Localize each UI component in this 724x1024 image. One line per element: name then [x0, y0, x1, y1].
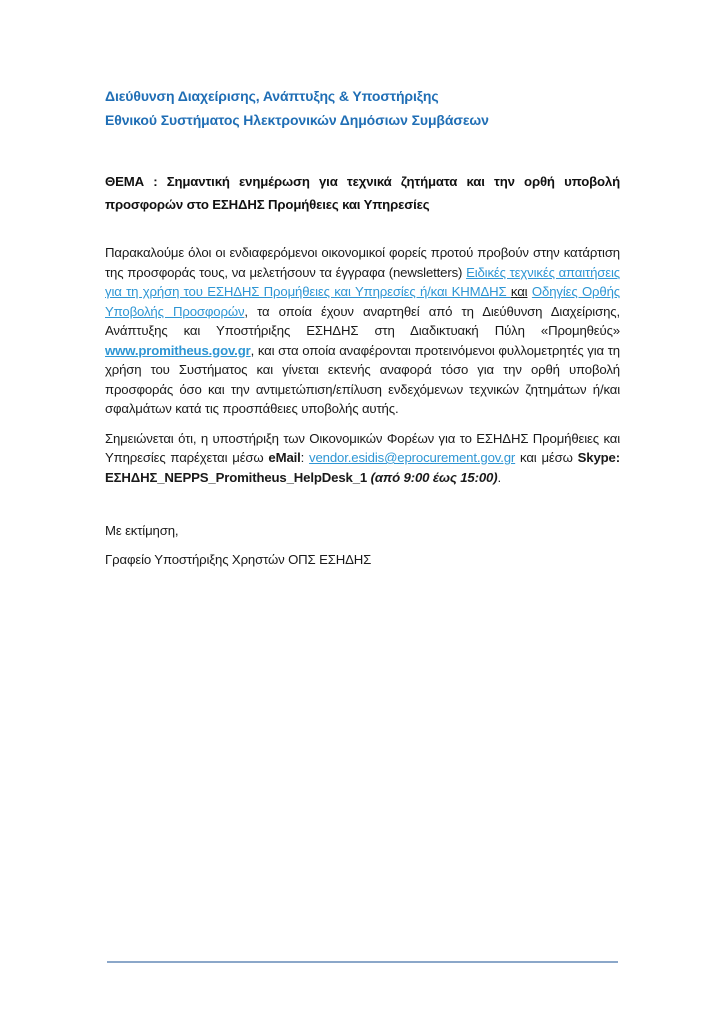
letterhead-department: Διεύθυνση Διαχείρισης, Ανάπτυξης & Υποστήριξης: [105, 88, 439, 104]
paragraph1-middle: , τα οποία έχουν αναρτηθεί από τη Διεύθυνση Διαχείρισης, Ανάπτυξης και Υποστήριξης ΕΣΗΔΗΣ στη Διαδικτυακή Πύλη «Προμηθεύς»: [105, 303, 620, 338]
link-promitheus-portal[interactable]: www.promitheus.gov.gr: [105, 342, 251, 358]
link-vendor-email[interactable]: vendor.esidis@eprocurement.gov.gr: [309, 450, 516, 465]
skype-account: ΕΣΗΔΗΣ_NEPPS_Promitheus_HelpDesk_1: [105, 469, 368, 485]
closing-salutation: Με εκτίμηση,: [105, 523, 179, 538]
link-technical-requirements[interactable]: Ειδικές τεχνικές απαιτήσεις για τη χρήση του ΕΣΗΔΗΣ Προμήθειες και Υπηρεσίες ή/και ΚΗΜΔΗΣ: [105, 264, 621, 299]
closing-block: [105, 521, 620, 569]
support-hours: (από 9:00 έως 15:00): [370, 469, 498, 485]
paragraph1-ending: , και στα οποία αναφέρονται προτεινόμενοι φυλλομετρητές για τη χρήση του Συστήματος και γίνεται εκτενής αναφορά τόσο για την ορθή υποβολή προσφοράς όσο και την αντιμετώπιση/επίλυση ενδεχόμενων τεχνικών ζητημάτων ή/και σφαλμάτων κατά τις προσπάθειες υποβολής αυτής.: [105, 342, 620, 416]
body-paragraph-1: [105, 243, 620, 419]
skype-label: Skype:: [577, 450, 620, 465]
email-separator: :: [300, 450, 310, 465]
subject-line: ΘΕΜΑ : Σημαντική ενημέρωση για τεχνικά ζητήματα και την ορθή υποβολή προσφορών στο ΕΣΗΔΗΣ Προμήθειες και Υπηρεσίες: [105, 174, 620, 212]
paragraph2-ending: .: [497, 469, 501, 485]
document-content: [105, 84, 620, 569]
email-label: eMail: [268, 450, 301, 465]
letterhead: [105, 84, 620, 132]
letterhead-system: Εθνικού Συστήματος Ηλεκτρονικών Δημόσιων Συμβάσεων: [105, 112, 489, 128]
closing-office: Γραφείο Υποστήριξης Χρηστών ΟΠΣ ΕΣΗΔΗΣ: [105, 551, 372, 567]
paragraph2-middle: και μέσω: [515, 450, 578, 465]
footer-rule: [107, 961, 618, 963]
body-paragraph-2: [105, 429, 620, 488]
paragraph1-conjunction: και: [510, 284, 528, 299]
paragraph2-intro: Σημειώνεται ότι, η υποστήριξη των Οικονομικών Φορέων για το ΕΣΗΔΗΣ Προμήθειες και Υπηρεσίες παρέχεται μέσω: [105, 430, 620, 465]
link-submission-guidelines[interactable]: Οδηγίες Ορθής Υποβολής Προσφορών: [105, 284, 620, 319]
paragraph1-intro: Παρακαλούμε όλοι οι ενδιαφερόμενοι οικονομικοί φορείς προτού προβούν στην κατάρτιση της προσφοράς τους, να μελετήσουν τα έγγραφα (newsletters): [105, 245, 620, 280]
